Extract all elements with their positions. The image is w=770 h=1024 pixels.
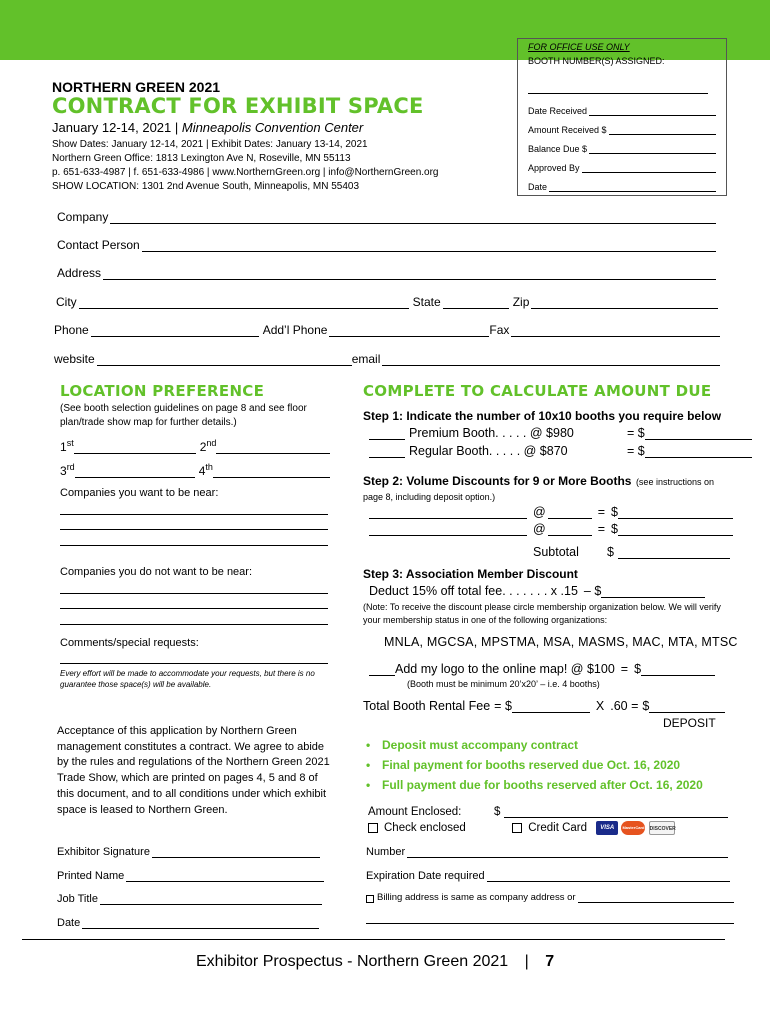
membership-orgs[interactable]: MNLA, MGCSA, MPSTMA, MSA, MASMS, MAC, MTA, MTSC	[384, 635, 738, 649]
page-number: 7	[545, 953, 555, 970]
near-line[interactable]	[60, 529, 328, 530]
info-line: p. 651-633-4987 | f. 651-633-4986 | www.NorthernGreen.org | info@NorthernGreen.org	[52, 167, 439, 178]
email-input[interactable]	[382, 354, 720, 366]
eq-sign: =	[597, 505, 606, 519]
amount-enclosed-row	[368, 806, 728, 818]
billing-input[interactable]	[578, 893, 734, 903]
office-field-label: Approved By	[528, 163, 580, 173]
subtotal-row	[533, 545, 730, 559]
show-dates: January 12-14, 2021 |	[52, 120, 182, 135]
phone-row	[54, 323, 720, 337]
bullet-dot-icon: •	[366, 778, 371, 792]
eq-sign: =	[597, 522, 606, 536]
fax-input[interactable]	[511, 325, 720, 337]
office-field-label: Date Received	[528, 106, 588, 116]
field-label: Exhibitor Signature	[57, 846, 150, 858]
regular-qty-input[interactable]	[369, 446, 405, 458]
field-label: email	[351, 352, 381, 366]
location-note: (See booth selection guidelines on page 8 and see floor plan/trade show map for further details.)	[60, 403, 307, 428]
choice-3-input[interactable]	[75, 466, 195, 478]
near-line[interactable]	[60, 545, 328, 546]
dollar-sign: $	[611, 505, 618, 519]
deposit-input[interactable]	[649, 701, 725, 713]
amount-enclosed-label: Amount Enclosed:	[368, 806, 462, 818]
regular-total-input[interactable]	[645, 446, 752, 458]
choice-2-label	[196, 438, 217, 454]
choice-1-input[interactable]	[74, 442, 196, 454]
choice-row-2	[60, 462, 330, 478]
choice-suffix: th	[205, 462, 213, 472]
step2-label: Step 2: Volume Discounts for 9 or More Booths	[363, 474, 632, 488]
choice-2-input[interactable]	[216, 442, 330, 454]
visa-logo-icon: VISA	[596, 821, 618, 835]
dollar-sign: $	[611, 522, 618, 536]
total-row	[363, 699, 725, 713]
logo-label: Add my logo to the online map! @ $100	[395, 662, 615, 676]
volume-total-input[interactable]	[618, 524, 733, 536]
dollar-sign: $	[642, 699, 650, 713]
deposit-label: DEPOSIT	[663, 716, 716, 730]
volume-row	[369, 505, 733, 519]
signature-field[interactable]	[57, 846, 320, 858]
expiration-field[interactable]	[366, 870, 730, 882]
org-title: NORTHERN GREEN 2021	[52, 79, 221, 95]
office-approved-by[interactable]	[528, 163, 716, 173]
choice-row-1	[60, 438, 330, 454]
choice-suffix: st	[66, 438, 74, 448]
bullet-item	[366, 738, 703, 752]
field-label: State	[412, 295, 441, 309]
website-input[interactable]	[97, 354, 352, 366]
info-line: Show Dates: January 12-14, 2021 | Exhibit Dates: January 13-14, 2021	[52, 139, 368, 150]
step3-label: Step 3: Association Member Discount	[363, 567, 578, 581]
deduct-total-input[interactable]	[601, 586, 705, 598]
volume-rate-input[interactable]	[548, 524, 592, 536]
page-title: CONTRACT FOR EXHIBIT SPACE	[52, 94, 424, 118]
at-sign: @	[533, 505, 546, 519]
premium-qty-input[interactable]	[369, 428, 405, 440]
office-date[interactable]	[528, 182, 716, 192]
credit-card-option[interactable]	[512, 822, 587, 834]
comments-label: Comments/special requests:	[60, 637, 199, 649]
venue: Minneapolis Convention Center	[181, 120, 364, 135]
info-line: SHOW LOCATION: 1301 2nd Avenue South, Minneapolis, MN 55403	[52, 181, 360, 192]
field-label: City	[56, 295, 77, 309]
step2-block	[363, 474, 733, 504]
choice-number: 4	[198, 464, 206, 478]
check-label: Check enclosed	[384, 822, 466, 835]
phone-input[interactable]	[91, 325, 259, 337]
bullet-item	[366, 758, 703, 772]
minus-dollar: – $	[583, 584, 602, 598]
bullet-item	[366, 778, 703, 792]
premium-label: Premium Booth. . . . . @ $980	[409, 426, 574, 440]
calc-heading: COMPLETE TO CALCULATE AMOUNT DUE	[363, 382, 712, 400]
dollar-sign: $	[607, 545, 614, 559]
discount-note: (Note: To receive the discount please circle membership organization below. We will verify your membership status in one of the following organizations:	[363, 602, 721, 625]
mastercard-logo-icon: MasterCard	[621, 821, 645, 835]
zip-input[interactable]	[531, 297, 718, 309]
show-dates-venue	[52, 120, 363, 135]
bullet-text: Full payment due for booths reserved after Oct. 16, 2020	[382, 778, 703, 792]
volume-row	[369, 522, 733, 536]
field-label: Address	[57, 266, 102, 280]
office-balance-due[interactable]	[528, 144, 716, 154]
checkbox-icon[interactable]	[512, 823, 522, 833]
field-label: Number	[366, 846, 406, 858]
billing-label: Billing address is same as company address or	[377, 892, 576, 903]
office-use-title: FOR OFFICE USE ONLY	[528, 42, 630, 52]
bullet-dot-icon: •	[366, 738, 371, 752]
not-near-label: Companies you do not want to be near:	[60, 566, 253, 578]
volume-rate-input[interactable]	[548, 507, 592, 519]
choice-number: 2	[199, 440, 207, 454]
date-field[interactable]	[57, 917, 319, 929]
at-sign: @	[533, 522, 546, 536]
premium-row	[369, 426, 752, 440]
office-field-label: Amount Received $	[528, 125, 607, 135]
near-label: Companies you want to be near:	[60, 487, 219, 499]
field-label: Printed Name	[57, 870, 125, 882]
billing-address-line[interactable]	[366, 923, 734, 924]
web-email-row	[54, 352, 720, 366]
choice-suffix: rd	[66, 462, 75, 472]
office-field-label: Balance Due $	[528, 144, 588, 154]
state-input[interactable]	[443, 297, 509, 309]
subtotal-label: Subtotal	[533, 545, 579, 559]
step1-label: Step 1: Indicate the number of 10x10 booths you require below	[363, 409, 722, 423]
choice-4-input[interactable]	[213, 466, 330, 478]
payment-method-row	[368, 821, 675, 835]
office-use-box	[517, 38, 727, 196]
pct-label: .60 =	[610, 699, 639, 713]
dollar-sign: $	[634, 662, 642, 676]
billing-field	[366, 892, 734, 903]
field-label: Phone	[54, 323, 89, 337]
dollar-sign: $	[494, 806, 501, 818]
eq-dollar: = $	[627, 444, 645, 458]
not-near-line[interactable]	[60, 608, 328, 609]
eq-sign: =	[620, 662, 629, 676]
bullet-list	[366, 738, 703, 792]
city-input[interactable]	[79, 297, 409, 309]
contact-person-field[interactable]	[57, 238, 716, 252]
address-field[interactable]	[57, 266, 716, 280]
addl-phone-input[interactable]	[329, 325, 489, 337]
choice-number: 3	[60, 464, 67, 478]
choice-4-label	[195, 462, 213, 478]
office-amount-received[interactable]	[528, 125, 716, 135]
info-line: Northern Green Office: 1813 Lexington Ave N, Roseville, MN 55113	[52, 153, 351, 164]
eq-dollar: = $	[494, 699, 512, 713]
amount-enclosed-input[interactable]	[504, 806, 728, 818]
not-near-line[interactable]	[60, 593, 328, 594]
total-input[interactable]	[512, 701, 590, 713]
step2-note: (see instructions on page 8, including deposit option.)	[363, 477, 714, 502]
booth-assigned-label: BOOTH NUMBER(S) ASSIGNED:	[528, 56, 665, 66]
disclaimer: Every effort will be made to accommodate your requests, but there is no guarantee those space(s) will be available.	[60, 669, 315, 689]
checkbox-icon[interactable]	[366, 895, 374, 903]
premium-total-input[interactable]	[645, 428, 752, 440]
field-label: website	[54, 352, 95, 366]
office-field-label: Date	[528, 182, 548, 192]
checkbox-icon[interactable]	[368, 823, 378, 833]
regular-label: Regular Booth. . . . . @ $870	[409, 444, 568, 458]
printed-name-field[interactable]	[57, 870, 324, 882]
field-label: Zip	[512, 295, 530, 309]
discover-logo-icon: DISCOVER	[649, 821, 675, 835]
regular-row	[369, 444, 752, 458]
subtotal-input[interactable]	[618, 547, 730, 559]
bullet-text: Deposit must accompany contract	[382, 738, 579, 752]
bullet-text: Final payment for booths reserved due Oct. 16, 2020	[382, 758, 681, 772]
footer	[196, 953, 554, 971]
field-label: Contact Person	[57, 238, 140, 252]
field-label: Expiration Date required	[366, 870, 485, 882]
volume-qty-input[interactable]	[369, 524, 527, 536]
field-label: Company	[57, 210, 109, 224]
bullet-dot-icon: •	[366, 758, 371, 772]
check-enclosed-option[interactable]	[368, 822, 466, 834]
office-date-received[interactable]	[528, 106, 716, 116]
deduct-row	[369, 584, 705, 598]
field-label: Date	[57, 917, 81, 929]
booth-assigned-line[interactable]	[528, 93, 708, 94]
choice-3-label	[60, 462, 75, 478]
near-line[interactable]	[60, 514, 328, 515]
company-field[interactable]	[57, 210, 716, 224]
field-label: Fax	[489, 323, 510, 337]
total-label: Total Booth Rental Fee	[363, 699, 491, 713]
logo-row	[369, 662, 715, 676]
comments-line[interactable]	[60, 663, 328, 664]
volume-qty-input[interactable]	[369, 507, 527, 519]
volume-total-input[interactable]	[618, 507, 733, 519]
eq-dollar: = $	[627, 426, 645, 440]
choice-1-label	[60, 438, 74, 454]
not-near-line[interactable]	[60, 624, 328, 625]
logo-checkbox-line[interactable]	[369, 664, 395, 676]
footer-text: Exhibitor Prospectus - Northern Green 2021	[196, 953, 509, 970]
deduct-label: Deduct 15% off total fee. . . . . . . x .15	[369, 584, 578, 598]
choice-number: 1	[60, 440, 67, 454]
location-heading: LOCATION PREFERENCE	[60, 382, 265, 400]
footer-divider	[22, 939, 725, 940]
times-sign: X	[595, 699, 605, 713]
card-number-field[interactable]	[366, 846, 728, 858]
logo-note: (Booth must be minimum 20’x20’ – i.e. 4 booths)	[407, 679, 600, 689]
logo-total-input[interactable]	[641, 664, 715, 676]
acceptance-text: Acceptance of this application by Northern Green management constitutes a contract. We agree to abide by the rules and regulations of the Northern Green 2021 Trade Show, which are printed on pages 4, 5 and 8 of this document, and to all conditions under which exhibit space is leased to Northern Green.	[57, 725, 330, 816]
footer-separator: |	[524, 953, 529, 970]
field-label: Job Title	[57, 893, 98, 905]
credit-label: Credit Card	[528, 822, 588, 835]
choice-suffix: nd	[206, 438, 217, 448]
job-title-field[interactable]	[57, 893, 322, 905]
city-state-zip-row	[56, 295, 718, 309]
field-label: Add’l Phone	[262, 323, 328, 337]
